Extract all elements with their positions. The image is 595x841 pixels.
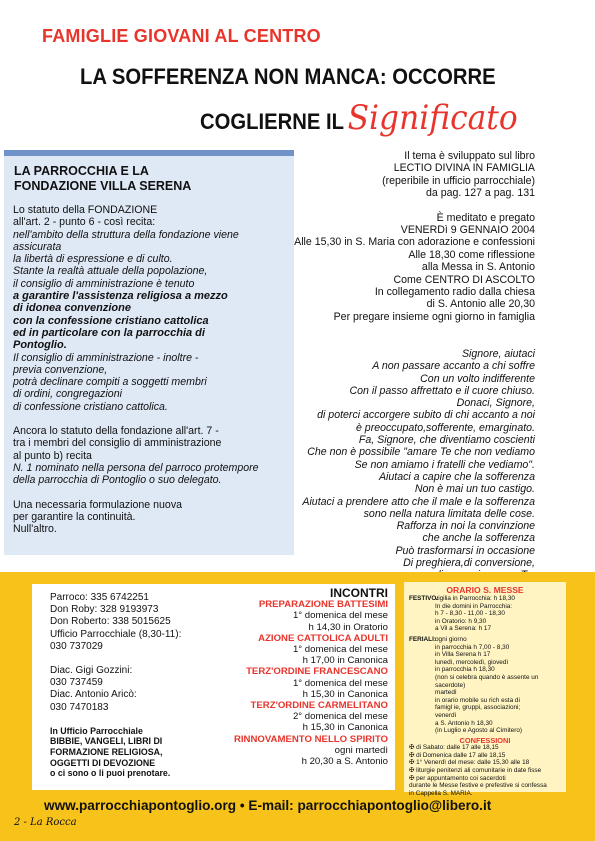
meeting-detail: h 15,30 in Canonica	[302, 688, 388, 700]
foundation-line: potrà declinare compiti a soggetti membri	[13, 376, 207, 389]
meeting-detail: h 20,30 a S. Antonio	[301, 756, 388, 768]
text-line: Se non amiamo i fratelli che vediamo".	[354, 458, 535, 471]
text-line: venerdì	[435, 711, 457, 719]
text-line: Non è mai un tuo castigo.	[414, 483, 535, 496]
office-note-line: In Ufficio Parrocchiale	[50, 725, 143, 736]
text-line: Fa, Signore, che diventiamo coscienti	[358, 434, 535, 447]
text-line: a Vil a Serena: h 17	[435, 625, 492, 633]
foundation-line: con la confessione cristiano cattolica	[13, 314, 209, 327]
text-line: Donaci, Signore,	[456, 397, 535, 410]
heading-line2: FONDAZIONE VILLA SERENA	[14, 179, 192, 193]
foundation-line: Il consiglio di amministrazione - inoltre -	[13, 351, 199, 364]
feriali-row	[409, 636, 561, 735]
foundation-line: al punto b) recita	[13, 449, 92, 462]
text-line: Signore, aiutaci	[461, 348, 535, 360]
text-line: Diac. Antonio Aricò:	[50, 689, 137, 701]
text-line: vigilia in Parrocchia: h 18,30	[435, 595, 515, 602]
text-line: in parrocchia h 18,30	[435, 666, 495, 674]
meetings-heading: INCONTRI	[330, 586, 388, 600]
festivo-label: FESTIVO:	[409, 595, 439, 602]
text-line: Diac. Gigi Gozzini:	[50, 665, 133, 677]
text-line: ✠ di Sabato: dalle 17 alle 18,15	[409, 744, 499, 752]
text-line: Parroco: 335 6742251	[50, 592, 149, 603]
text-line: Il tema è sviluppato sul libro	[404, 150, 535, 162]
text-line: È meditato e pregato	[436, 211, 535, 224]
prayer-text	[265, 348, 535, 582]
foundation-body	[13, 204, 288, 535]
office-note	[50, 726, 200, 779]
foundation-line: di confessione cristiano cattolica.	[13, 400, 168, 413]
text-line: da pag. 127 a pag. 131	[426, 187, 535, 200]
text-line: Alle 15,30 in S. Maria con adorazione e confessioni	[294, 236, 535, 249]
text-line: Don Roberto: 338 5015625	[50, 616, 171, 628]
text-line: di S. Antonio alle 20,30	[426, 298, 535, 311]
foundation-line: tra i membri del consiglio di amministrazione	[13, 437, 222, 450]
text-line: lunedì, mercoledì, giovedì	[435, 658, 509, 666]
title-text: COGLIERNE IL	[200, 109, 344, 134]
text-line: 030 7470183	[50, 701, 109, 713]
text-line	[50, 653, 200, 665]
text-line: 030 737459	[50, 677, 103, 689]
text-line: LECTIO DIVINA IN FAMIGLIA	[393, 162, 535, 175]
text-line: ✠ liturgie penitenzi ali comunitarie in date fisse	[409, 767, 542, 775]
heading-line1: LA PARROCCHIA E LA	[14, 164, 149, 178]
foundation-line: di idonea convenzione	[13, 302, 131, 315]
text-line: in orario mobile su rich esta di	[435, 696, 520, 704]
foundation-line: la libertà di espressione e di culto.	[13, 253, 173, 266]
foundation-line: Una necessaria formulazione nuova	[13, 498, 183, 511]
foundation-line: di ordini, congregazioni	[13, 388, 122, 401]
meeting-title: TERZ'ORDINE FRANCESCANO	[246, 666, 388, 678]
text-line: Alle 18,30 come riflessione	[408, 248, 535, 261]
text-line: è preoccupato,sofferente, emarginato.	[355, 421, 535, 434]
office-note-line: OGGETTI DI DEVOZIONE	[50, 757, 156, 768]
meeting-detail: 1° domenica del mese	[292, 677, 388, 689]
foundation-heading	[14, 164, 191, 194]
text-line	[50, 714, 200, 726]
text-line: in Oratorio: h 9,30	[435, 617, 487, 625]
foundation-line: a garantire l'assistenza religiosa a mezzo	[13, 290, 228, 303]
text-line: Don Roby: 328 9193973	[50, 604, 159, 616]
text-line: a S. Antonio h 18,30	[435, 719, 493, 727]
feriali-label: FERIALI:	[409, 635, 436, 643]
text-line: Come CENTRO DI ASCOLTO	[393, 273, 535, 286]
mass-schedule-heading: ORARIO S. MESSE	[446, 585, 524, 595]
meeting-title: AZIONE CATTOLICA ADULTI	[258, 632, 388, 644]
foundation-line: Lo statuto della FONDAZIONE	[13, 204, 158, 216]
kicker: FAMIGLIE GIOVANI AL CENTRO	[42, 26, 321, 46]
meeting-title: TERZ'ORDINE CARMELITANO	[250, 700, 388, 712]
text-line: Ufficio Parrocchiale (8,30-11):	[50, 628, 182, 640]
meeting-detail: h 15,30 in Canonica	[302, 722, 388, 734]
meeting-detail: h 14,30 in Oratorio	[308, 621, 388, 633]
foundation-line: per garantire la continuità.	[13, 510, 136, 523]
feriali-values	[435, 636, 561, 735]
page-title-line1: LA SOFFERENZA NON MANCA: OCCORRE	[80, 64, 496, 89]
text-line: Con un volto indifferente	[420, 372, 535, 385]
foundation-line: nell'ambito della struttura della fondazione viene	[13, 228, 239, 241]
foundation-line	[13, 413, 288, 425]
page-number: 2 - La Rocca	[14, 817, 77, 828]
confessions-list	[409, 744, 561, 797]
foundation-line: Pontoglio.	[13, 339, 67, 352]
foundation-line: il consiglio di amministrazione è tenuto	[13, 277, 195, 290]
text-line: h 7 - 8,30 - 11,00 - 18,30	[435, 610, 505, 618]
contacts-list	[50, 592, 200, 779]
text-line: in parrocchia h 7,00 - 8,30	[435, 643, 510, 651]
office-note-line: BIBBIE, VANGELI, LIBRI DI	[50, 736, 163, 747]
foundation-line: Ancora lo statuto della fondazione all'art. 7 -	[13, 425, 219, 438]
page-title-line2	[200, 98, 518, 138]
text-line: ✠ per appuntamento coi sacerdoti	[409, 774, 506, 782]
text-line: Rafforza in noi la convinzione	[396, 520, 535, 533]
text-line: (non si celebra quando è assente un sacerdote)	[435, 673, 539, 689]
text-line: martedì	[435, 689, 457, 697]
office-note-line: o ci sono o li puoi prenotare.	[50, 768, 171, 779]
lectio-info	[275, 150, 535, 323]
text-line: Che non è possibile "amare Te che non vediamo	[307, 446, 535, 459]
meeting-detail: ogni martedì	[334, 744, 388, 756]
foundation-line: assicurata	[13, 240, 62, 253]
festivo-row	[409, 595, 561, 633]
text-line: Aiutaci a capire che la sofferenza	[378, 470, 535, 483]
text-line: in Cappella S. MARIA.	[409, 789, 473, 797]
text-line: Con il passo affrettato e il cuore chiuso.	[349, 384, 535, 397]
foundation-line: ed in particolare con la parrocchia di	[13, 326, 205, 339]
foundation-line: della parrocchia di Pontoglio o suo delegato.	[13, 474, 222, 487]
website-email[interactable]: www.parrocchiapontoglio.org • E-mail: parrocchiapontoglio@libero.it	[44, 798, 492, 813]
text-line: ✠ 1° Venerdì del mese: dalle 15,30 alle 18	[409, 759, 530, 767]
foundation-line	[13, 487, 288, 499]
text-line: (reperibile in ufficio parrocchiale)	[382, 174, 535, 187]
text-line: VENERDì 9 GENNAIO 2004	[400, 224, 535, 237]
text-line: Di preghiera,di conversione,	[403, 557, 535, 570]
text-line: Aiutaci a prendere atto che il male e la sofferenza	[302, 495, 535, 508]
text-line	[275, 200, 535, 212]
text-line: In die domini in Parrocchia:	[435, 602, 513, 610]
text-line: in Villa Serena h 17	[435, 651, 491, 659]
text-line: (in Luglio e Agosto al Cimitero)	[435, 727, 523, 735]
text-line: sono nella natura limitata delle cose.	[363, 507, 535, 520]
foundation-line: Stante la realtà attuale della popolazione,	[13, 265, 208, 278]
foundation-line: N. 1 nominato nella persona del parroco protempore	[13, 461, 259, 474]
foundation-line: all'art. 2 - punto 6 - così recita:	[13, 216, 156, 229]
text-line: di poterci accorgere subito di chi accanto a noi	[317, 409, 535, 422]
text-line: che anche la sofferenza	[422, 532, 535, 545]
foundation-line: Null'altro.	[13, 523, 57, 536]
foundation-line: previa convenzione,	[13, 363, 108, 376]
meeting-detail: 2° domenica del mese	[292, 711, 388, 723]
meeting-title: PREPARAZIONE BATTESIMI	[258, 599, 388, 611]
festivo-values	[435, 595, 561, 633]
text-line: ogni giorno	[435, 635, 467, 643]
text-line: durante le Messe festive e prefestive si confessa	[409, 782, 547, 790]
meeting-detail: 1° domenica del mese	[292, 644, 388, 656]
text-line: famigl ie, gruppi, associazioni;	[435, 704, 521, 712]
text-line: A non passare accanto a chi soffre	[372, 360, 535, 373]
mass-schedule	[404, 582, 566, 797]
meeting-detail: 1° domenica del mese	[292, 610, 388, 622]
text-line: Può trasformarsi in occasione	[395, 544, 535, 557]
text-line: alla Messa in S. Antonio	[421, 261, 535, 274]
text-line: Per pregare insieme ogni giorno in famiglia	[333, 310, 535, 323]
office-note-line: FORMAZIONE RELIGIOSA,	[50, 747, 163, 758]
title-script: Significato	[347, 98, 518, 138]
meeting-detail: h 17,00 in Canonica	[302, 655, 388, 667]
meeting-title: RINNOVAMENTO NELLO SPIRITO	[233, 733, 388, 745]
meetings-list	[202, 588, 388, 767]
text-line: 030 737029	[50, 640, 103, 652]
foundation-box	[4, 150, 294, 555]
confessions-heading: CONFESSIONI	[459, 735, 511, 745]
text-line: In collegamento radio dalla chiesa	[374, 286, 535, 299]
text-line: ✠ di Domenica dalle 17 alle 18,15	[409, 751, 506, 759]
